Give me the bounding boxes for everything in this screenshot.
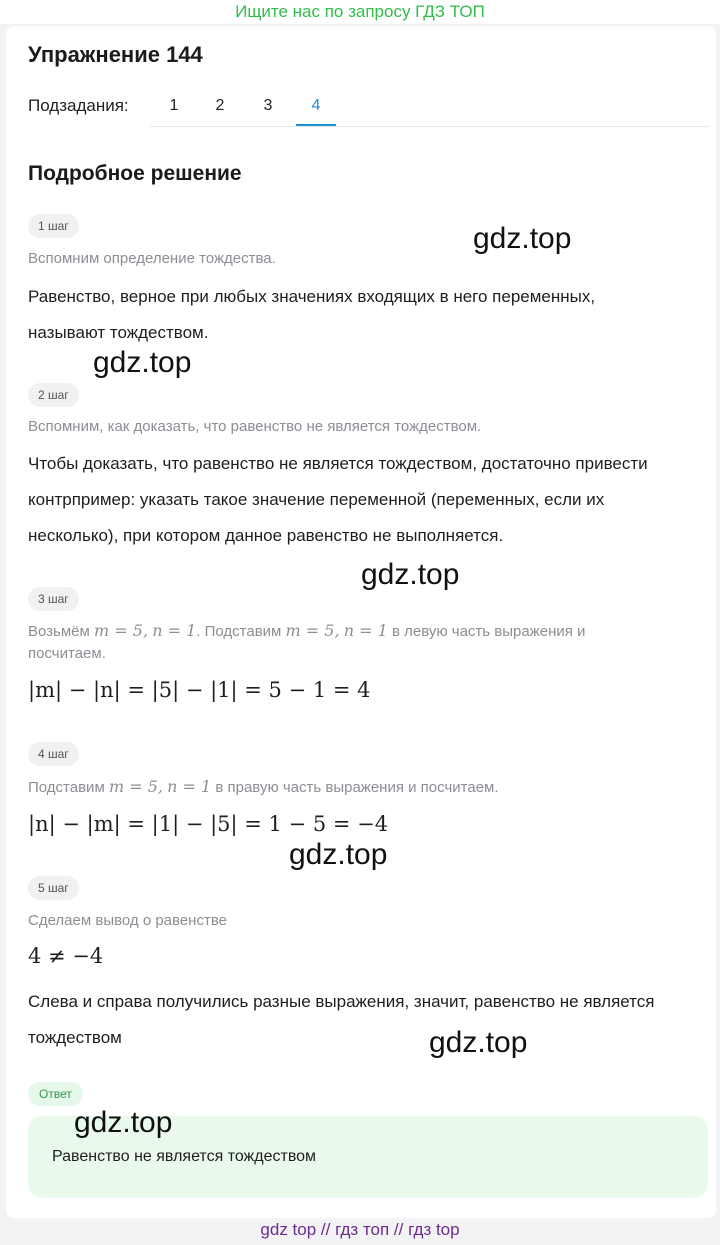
watermark: gdz.top (93, 346, 192, 379)
step-3-chip: 3 шаг (28, 587, 79, 611)
step-3-sub-n-1: n = 1 (152, 621, 197, 640)
step-3-hint-a: Возьмём (28, 623, 90, 640)
step-3-hint: Возьмём m = 5, n = 1. Подставим m = 5, n = 1 в левую часть выражения и посчитаем. (28, 621, 586, 662)
step-3-sub-n-2: n = 1 (343, 621, 388, 640)
watermark: gdz.top (74, 1106, 173, 1139)
watermark: gdz.top (473, 222, 572, 255)
step-4-sub-m: m = 5, (108, 777, 163, 796)
step-4-formula: |n| − |m| = |1| − |5| = 1 − 5 = −4 (28, 812, 389, 836)
step-1-text-line-1: Равенство, верное при любых значениях входящих в него переменных, (28, 287, 596, 306)
subtask-tabs (150, 88, 710, 127)
footer-links[interactable]: gdz top // гдз топ // гдз top (260, 1220, 460, 1239)
subtasks-label: Подзадания: (28, 96, 129, 115)
step-3-formula: |m| − |n| = |5| − |1| = 5 − 1 = 4 (28, 678, 371, 702)
step-3-sub-m-2: m = 5, (285, 621, 340, 640)
step-5-text (28, 984, 708, 1056)
step-5-text-line-1: Слева и справа получились разные выражения, значит, равенство не является (28, 992, 655, 1011)
step-2-chip: 2 шаг (28, 383, 79, 407)
step-1-hint: Вспомним определение тождества. (28, 250, 276, 267)
watermark: gdz.top (429, 1026, 528, 1059)
step-5-formula: 4 ≠ −4 (28, 944, 104, 968)
top-banner: Ищите нас по запросу ГДЗ ТОП (0, 0, 720, 24)
watermark: gdz.top (289, 838, 388, 871)
solution-card (6, 26, 716, 1218)
subtask-tab-1[interactable]: 1 (169, 97, 179, 114)
step-1-chip: 1 шаг (28, 214, 79, 238)
page-title: Упражнение 144 (28, 42, 203, 67)
step-4-sub-n: n = 1 (167, 777, 212, 796)
step-3-hint-b: Подставим (204, 623, 282, 640)
step-2-text-line-1: Чтобы доказать, что равенство не является тождеством, достаточно привести (28, 454, 648, 473)
step-1-text (28, 279, 708, 351)
step-4-hint-b: в правую часть выражения и посчитаем. (215, 779, 499, 796)
subtask-tab-3[interactable]: 3 (263, 97, 273, 114)
step-4-hint (28, 776, 688, 799)
step-2-text-line-2: контрпример: указать такое значение переменной (переменных, если их (28, 490, 605, 509)
answer-text: Равенство не является тождеством (52, 1148, 317, 1165)
answer-chip: Ответ (28, 1082, 83, 1106)
step-4-chip: 4 шаг (28, 742, 79, 766)
step-5-chip: 5 шаг (28, 876, 79, 900)
step-4-hint-a: Подставим (28, 779, 105, 796)
watermark: gdz.top (361, 558, 460, 591)
step-5-hint: Сделаем вывод о равенстве (28, 912, 227, 929)
step-1-text-line-2: называют тождеством. (28, 323, 209, 342)
step-5-text-line-2: тождеством (28, 1028, 122, 1047)
step-3-hint-c: в левую часть выражения и (391, 623, 586, 640)
step-2-text-line-3: несколько), при котором данное равенство не выполняется. (28, 526, 504, 545)
subtask-tab-2[interactable]: 2 (215, 97, 225, 114)
step-3-hint-d: посчитаем. (28, 645, 106, 662)
step-2-hint: Вспомним, как доказать, что равенство не является тождеством. (28, 418, 482, 435)
section-title: Подробное решение (28, 162, 242, 185)
step-2-text (28, 446, 708, 554)
subtask-tab-4[interactable]: 4 (296, 94, 336, 126)
step-3-sub-m-1: m = 5, (94, 621, 149, 640)
